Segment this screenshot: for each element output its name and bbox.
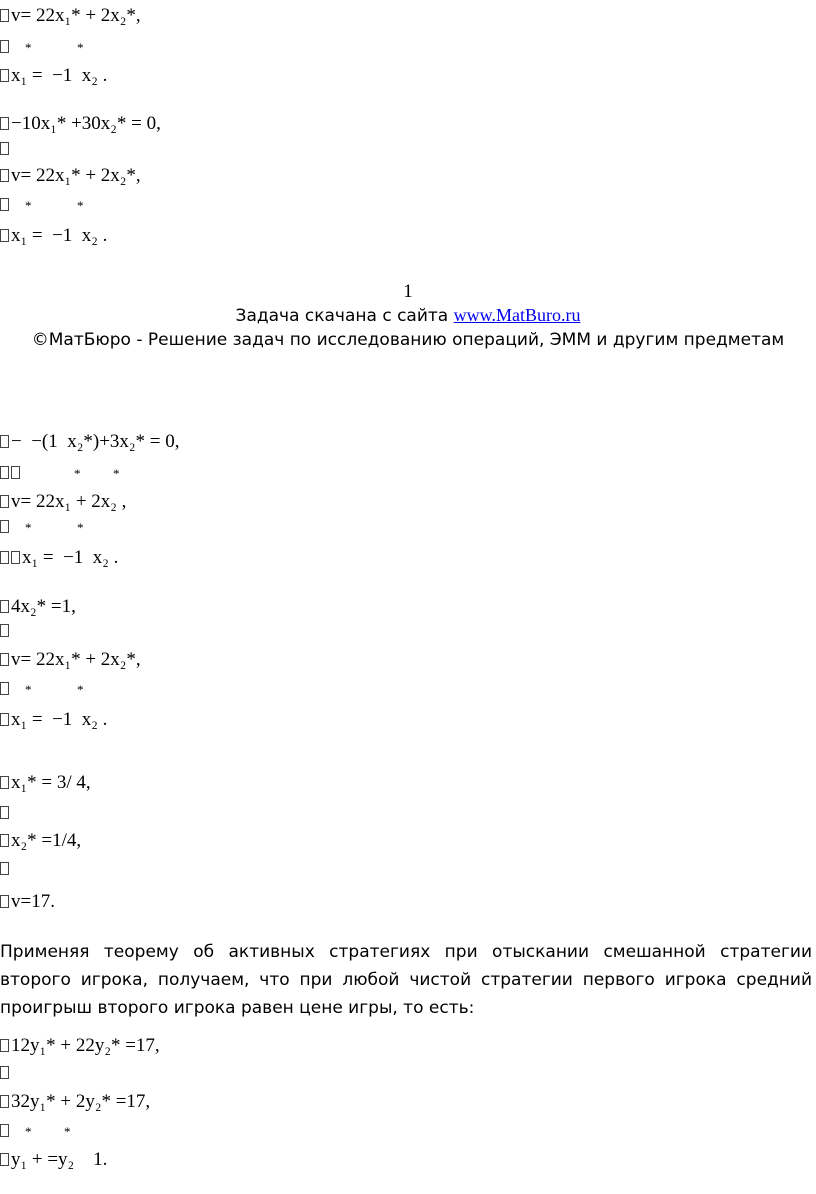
- missing-glyph-icon: [0, 40, 9, 53]
- equation-line: v= 22x₁* + 2x₂*,: [0, 650, 141, 669]
- missing-glyph-icon: [0, 520, 9, 533]
- missing-glyph-icon: [0, 713, 9, 726]
- equation-line: y₁ + =y₂ 1.: [0, 1150, 107, 1169]
- missing-glyph-icon: [0, 895, 9, 908]
- equation-line: x₂* =1/4,: [0, 831, 81, 850]
- missing-glyph-icon: [0, 117, 9, 130]
- asterisk-row: * *: [0, 1124, 71, 1138]
- asterisk-row: * *: [0, 466, 120, 480]
- equation-line: x₁* = 3/ 4,: [0, 773, 91, 792]
- missing-glyph-icon: [0, 682, 9, 695]
- equation-line: 12y₁* + 22y₂* =17,: [0, 1036, 160, 1055]
- missing-glyph-icon: [0, 1039, 9, 1052]
- missing-glyph-icon: [0, 1095, 9, 1108]
- missing-glyph-icon: [0, 862, 9, 875]
- missing-glyph-icon: [11, 551, 20, 564]
- equation-line: v= 22x₁ + 2x₂ ,: [0, 492, 126, 511]
- equation-line: 32y₁* + 2y₂* =17,: [0, 1092, 150, 1111]
- blank-row: [0, 862, 11, 876]
- missing-glyph-icon: [0, 142, 9, 155]
- missing-glyph-icon: [11, 466, 20, 479]
- missing-glyph-icon: [0, 1153, 9, 1166]
- asterisk-row: * *: [0, 198, 84, 212]
- missing-glyph-icon: [0, 198, 9, 211]
- missing-glyph-icon: [0, 834, 9, 847]
- asterisk-row: * *: [0, 40, 84, 54]
- equation-line: x₁ = −1 x₂ .: [0, 710, 107, 729]
- body-paragraph: Применяя теорему об активных стратегиях при отыскании смешанной стратегии второго игрока, получаем, что при любой чистой стратегии первого игрока средний проигрыш второго игрока равен цене игры, то есть:: [0, 942, 812, 1018]
- missing-glyph-icon: [0, 624, 9, 637]
- source-link[interactable]: www.MatBuro.ru: [453, 305, 581, 325]
- source-prefix: Задача скачана с сайта: [235, 306, 454, 326]
- missing-glyph-icon: [0, 9, 9, 22]
- missing-glyph-icon: [0, 435, 9, 448]
- equation-line: x₁ = −1 x₂ .: [0, 548, 118, 567]
- source-line: [0, 306, 816, 325]
- equation-line: v= 22x₁* + 2x₂*,: [0, 166, 141, 185]
- blank-row: [0, 142, 11, 156]
- equation-line: −10x₁* +30x₂* = 0,: [0, 114, 161, 133]
- asterisk-row: * *: [0, 682, 84, 696]
- blank-row: [0, 1066, 11, 1080]
- asterisk-row: * *: [0, 520, 84, 534]
- missing-glyph-icon: [0, 600, 9, 613]
- missing-glyph-icon: [0, 653, 9, 666]
- page-number: 1: [403, 281, 413, 302]
- copyright-line: ©МатБюро - Решение задач по исследованию операций, ЭММ и другим предметам: [31, 330, 785, 350]
- blank-row: [0, 624, 11, 638]
- equation-line: x₁ = −1 x₂ .: [0, 226, 107, 245]
- equation-line: 4x₂* =1,: [0, 597, 76, 616]
- missing-glyph-icon: [0, 551, 9, 564]
- missing-glyph-icon: [0, 69, 9, 82]
- equation-line: − −(1 x₂*)+3x₂* = 0,: [0, 432, 180, 451]
- missing-glyph-icon: [0, 806, 9, 819]
- equation-line: x₁ = −1 x₂ .: [0, 66, 107, 85]
- missing-glyph-icon: [0, 776, 9, 789]
- missing-glyph-icon: [0, 466, 9, 479]
- missing-glyph-icon: [0, 1124, 9, 1137]
- missing-glyph-icon: [0, 169, 9, 182]
- missing-glyph-icon: [0, 229, 9, 242]
- blank-row: [0, 806, 11, 820]
- equation-line: v=17.: [0, 892, 55, 911]
- equation-line: v= 22x₁* + 2x₂*,: [0, 6, 141, 25]
- missing-glyph-icon: [0, 1066, 9, 1079]
- missing-glyph-icon: [0, 495, 9, 508]
